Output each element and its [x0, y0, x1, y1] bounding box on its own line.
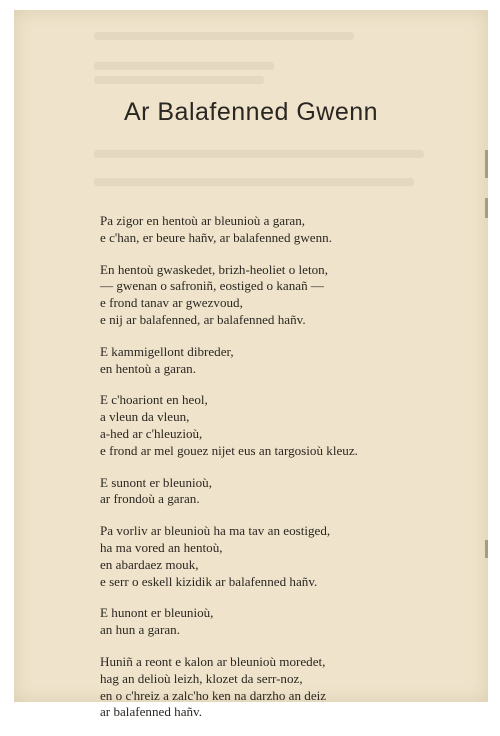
poem-line: Huniñ a reont e kalon ar bleunioù moredet, [100, 653, 326, 669]
bleed-through-text [94, 32, 354, 40]
poem-line: ar balafenned hañv. [100, 704, 203, 720]
poem-line: E sunont er bleunioù, [100, 474, 213, 490]
stanza-6 [100, 523, 480, 590]
stanza-2 [100, 262, 480, 329]
poem-line: E hunont er bleunioù, [100, 605, 214, 621]
poem-line: an hun a garan. [100, 622, 180, 638]
stanza-7 [100, 605, 480, 639]
poem-line: E kammigellont dibreder, [100, 343, 234, 359]
page-sheet [14, 10, 488, 720]
poem-line: a vleun da vleun, [100, 409, 190, 425]
poem-line: e frond ar mel gouez nijet eus an targosioù kleuz. [100, 442, 358, 458]
bleed-through-text [94, 62, 274, 70]
stanza-1 [100, 213, 480, 247]
poem-line: en abardaez mouk, [100, 556, 199, 572]
bleed-through-text [94, 150, 424, 158]
poem-line: ar frondoù a garan. [100, 491, 200, 507]
stanza-3 [100, 344, 480, 378]
poem-line: Pa zigor en hentoù ar bleunioù a garan, [100, 213, 306, 228]
poem-body [100, 213, 480, 736]
stanza-8 [100, 654, 480, 721]
poem-line: e frond tanav ar gwezvoud, [100, 295, 243, 311]
poem-line: a-hed ar c'hleuzioù, [100, 425, 203, 441]
page-edge-mark [485, 540, 488, 558]
page-edge-mark [485, 150, 488, 178]
poem-line: en o c'hreiz a zalc'ho ken na darzho an deiz [100, 687, 327, 703]
poem-line: E c'hoariont en heol, [100, 392, 208, 408]
poem-line: ha ma vored an hentoù, [100, 539, 223, 555]
poem-line: — gwenan o safroniñ, eostiged o kanañ — [100, 278, 324, 294]
poem-line: En hentoù gwaskedet, brizh-heoliet o leton, [100, 261, 328, 277]
page-edge-mark [485, 198, 488, 218]
poem-line: en hentoù a garan. [100, 360, 196, 376]
poem-line: hag an delioù leizh, klozet da serr-noz, [100, 670, 303, 686]
page-title: Ar Balafenned Gwenn [123, 98, 379, 126]
poem-line: e serr o eskell kizidik ar balafenned hañv. [100, 573, 318, 589]
bleed-through-text [94, 178, 414, 186]
poem-line: e c'han, er beure hañv, ar balafenned gwenn. [100, 229, 332, 245]
bleed-through-text [94, 76, 264, 84]
poem-line: e nij ar balafenned, ar balafenned hañv. [100, 311, 306, 327]
poem-line: Pa vorliv ar bleunioù ha ma tav an eostiged, [100, 523, 331, 539]
stanza-5 [100, 475, 480, 509]
stanza-4 [100, 392, 480, 459]
